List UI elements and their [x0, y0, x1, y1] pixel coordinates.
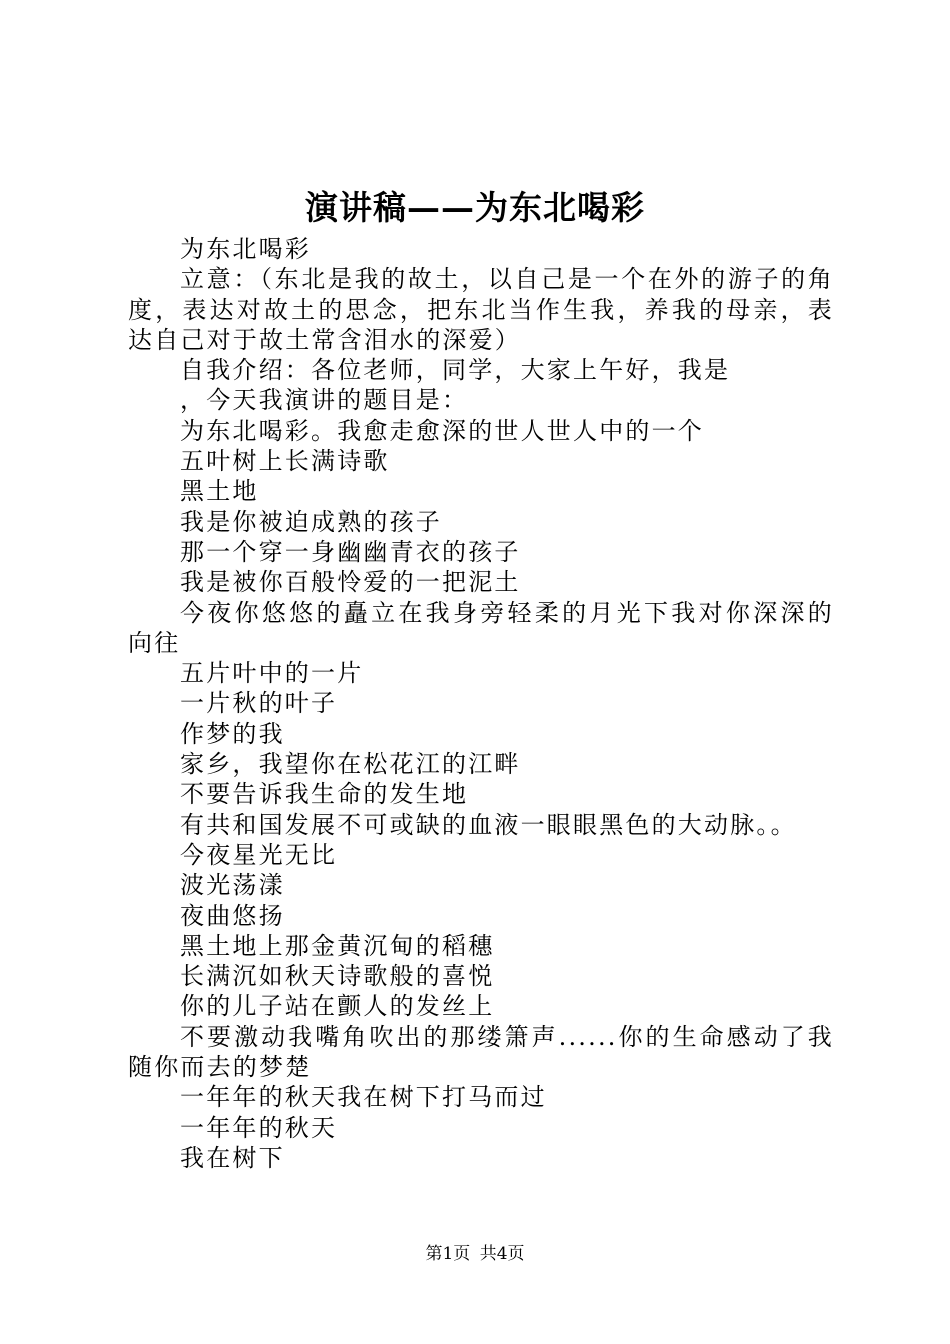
page-number-footer: 第1页 共4页: [425, 1244, 525, 1264]
paragraph: 作梦的我: [180, 719, 285, 748]
paragraph: 长满沉如秋天诗歌般的喜悦: [180, 962, 495, 991]
paragraph: 你的儿子站在颤人的发丝上: [180, 992, 495, 1021]
paragraph: 夜曲悠扬: [180, 901, 285, 930]
paragraph: 五片叶中的一片: [180, 659, 364, 688]
paragraph: 黑土地上那金黄沉甸的稻穗: [180, 931, 495, 960]
paragraph: 波光荡漾: [180, 871, 285, 900]
paragraph: 那一个穿一身幽幽青衣的孩子: [180, 537, 521, 566]
paragraph: 黑土地: [180, 477, 259, 506]
paragraph: 五叶树上长满诗歌: [180, 447, 390, 476]
paragraph: 我是你被迫成熟的孩子: [180, 507, 442, 536]
paragraph: 有共和国发展不可或缺的血液一眼眼黑色的大动脉。。: [180, 810, 797, 839]
paragraph: 我在树下: [180, 1143, 285, 1172]
paragraph: 一片秋的叶子: [180, 689, 338, 718]
paragraph: 一年年的秋天我在树下打马而过: [180, 1083, 547, 1112]
paragraph: ，今天我演讲的题目是：: [180, 386, 469, 415]
document-body: [128, 234, 834, 1173]
paragraph: 家乡，我望你在松花江的江畔: [180, 750, 521, 779]
document-title: 演讲稿——为东北喝彩: [305, 188, 645, 227]
paragraph: 为东北喝彩: [180, 235, 311, 263]
paragraph: 不要告诉我生命的发生地: [180, 780, 469, 809]
paragraph: 不要激动我嘴角吹出的那缕箫声......你的生命感动了我随你而去的梦楚: [128, 1022, 834, 1082]
paragraph: 今夜星光无比: [180, 840, 338, 869]
paragraph: 自我介绍：各位老师，同学，大家上午好，我是: [180, 356, 731, 385]
paragraph: 立意：（东北是我的故土，以自己是一个在外的游子的角度，表达对故土的思念，把东北当作生我，养我的母亲，表达自己对于故土常含泪水的深爱）: [128, 265, 834, 354]
paragraph: 今夜你悠悠的矗立在我身旁轻柔的月光下我对你深深的向往: [128, 598, 834, 657]
paragraph: 一年年的秋天: [180, 1113, 338, 1142]
paragraph: 我是被你百般怜爱的一把泥土: [180, 568, 521, 597]
paragraph: 为东北喝彩。我愈走愈深的世人世人中的一个: [180, 416, 704, 445]
